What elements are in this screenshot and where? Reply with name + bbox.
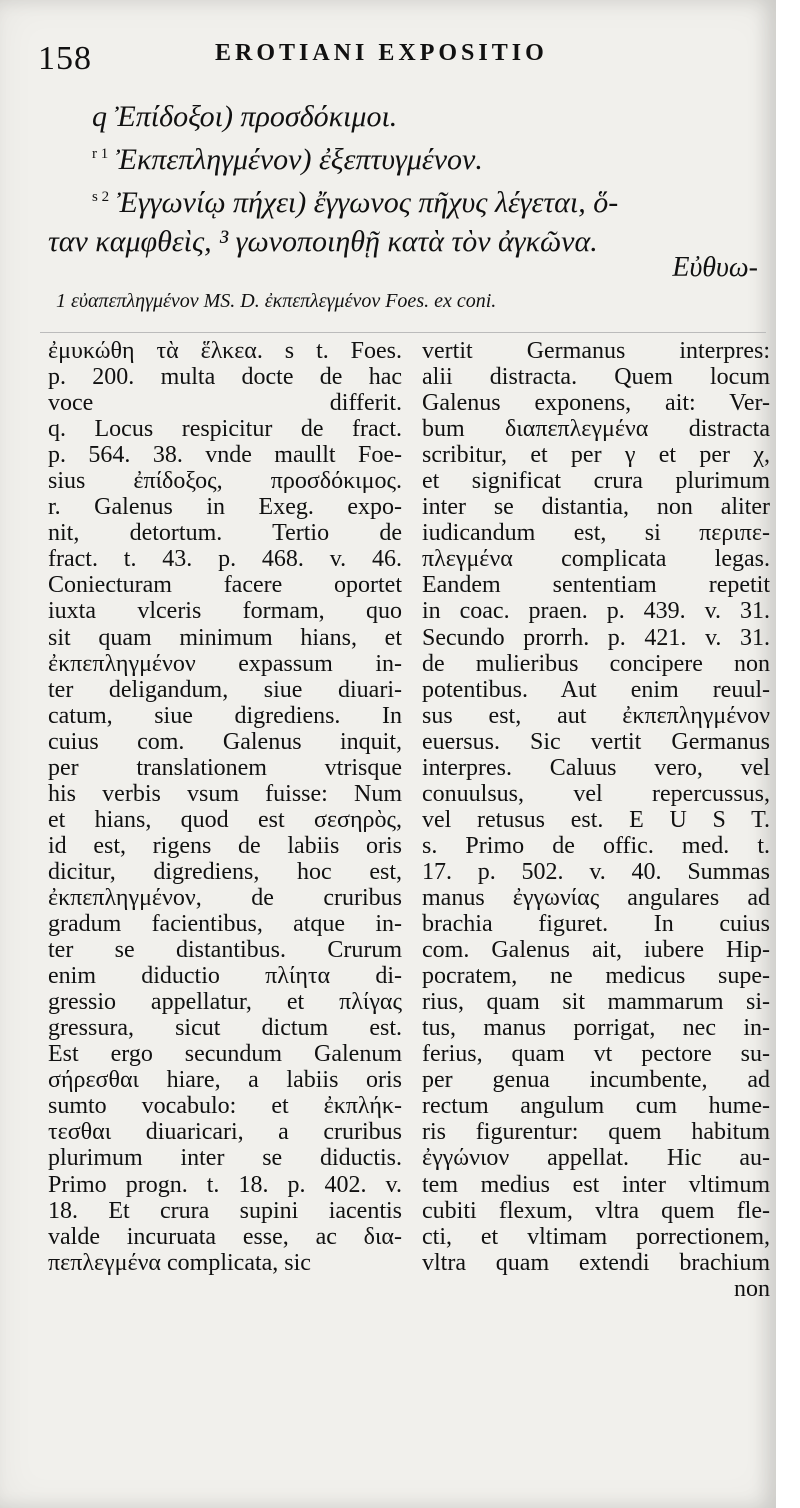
text-line: et hians, quod est σεσηρὸς, bbox=[48, 806, 402, 833]
text-line: voce differit. bbox=[48, 390, 402, 417]
text-line: ἐκπεπληγμένον expassum in- bbox=[48, 650, 402, 677]
text-line: iudicandum est, si περιπε- bbox=[422, 520, 770, 547]
text-line: cubiti flexum, vltra quem fle- bbox=[422, 1197, 770, 1224]
entry-marker: r 1 bbox=[92, 146, 109, 162]
left-column bbox=[48, 338, 402, 1276]
page-number: 158 bbox=[38, 40, 92, 77]
running-head: EROTIANI EXPOSITIO bbox=[215, 40, 548, 66]
text-line: id est, rigens de labiis oris bbox=[48, 832, 402, 859]
text-line: conuulsus, vel repercussus, bbox=[422, 780, 770, 807]
text-line: gressio appellatur, et πλίγας bbox=[48, 989, 402, 1016]
entry-line-1: q Ἐπίδοξοι) προσδόκιμοι. bbox=[92, 100, 398, 133]
textual-note: 1 εὐαπεπληγμένον MS. D. ἐκπεπλεγμένον Foes. ex coni. bbox=[56, 290, 497, 312]
text-line: ἐκπεπληγμένον, de cruribus bbox=[48, 884, 402, 911]
text-line: dicitur, digrediens, hoc est, bbox=[48, 858, 402, 885]
text-line: rius, quam sit mammarum si- bbox=[422, 989, 770, 1016]
text-line: Galenus exponens, ait: Ver- bbox=[422, 390, 770, 417]
text-line: vltra quam extendi brachium bbox=[422, 1249, 770, 1276]
text-line: Est ergo secundum Galenum bbox=[48, 1041, 402, 1068]
text-line: Coniecturam facere oportet bbox=[48, 572, 402, 599]
text-line: catum, siue digrediens. In bbox=[48, 702, 402, 729]
text-line: cti, et vltimam porrectionem, bbox=[422, 1223, 770, 1250]
entry-line-2 bbox=[92, 143, 483, 177]
text-line: gradum facientibus, atque in- bbox=[48, 911, 402, 938]
text-line: rectum angulum cum hume- bbox=[422, 1093, 770, 1120]
text-line: brachia figuret. In cuius bbox=[422, 911, 770, 938]
text-line: in coac. praen. p. 439. v. 31. bbox=[422, 598, 770, 625]
text-line: per translationem vtrisque bbox=[48, 754, 402, 781]
text-line: πλεγμένα complicata legas. bbox=[422, 546, 770, 573]
text-line: p. 200. multa docte de hac bbox=[48, 364, 402, 391]
text-line: sit quam minimum hians, et bbox=[48, 624, 402, 651]
entry-line-3 bbox=[92, 186, 618, 220]
text-line: 18. Et crura supini iacentis bbox=[48, 1197, 402, 1224]
text-line: ferius, quam vt pectore su- bbox=[422, 1041, 770, 1068]
text-line: scribitur, et per γ et per χ, bbox=[422, 442, 770, 469]
text-line: ter se distantibus. Crurum bbox=[48, 937, 402, 964]
text-line: non bbox=[734, 1275, 770, 1302]
text-line: nit, detortum. Tertio de bbox=[48, 520, 402, 547]
text-line: Primo progn. t. 18. p. 402. v. bbox=[48, 1171, 402, 1198]
text-line: valde incuruata esse, ac δια- bbox=[48, 1223, 402, 1250]
text-line: σήρεσθαι hiare, a labiis oris bbox=[48, 1067, 402, 1094]
entry-marker: s 2 bbox=[92, 189, 110, 205]
text-line: sumto vocabulo: et ἐκπλήκ- bbox=[48, 1093, 402, 1120]
entry-line-4: ταν καμφθεὶς, ³ γωνοποιηθῇ κατὰ τὸν ἀγκῶνα. bbox=[48, 225, 598, 258]
text-line: fract. t. 43. p. 468. v. 46. bbox=[48, 546, 402, 573]
text-line: r. Galenus in Exeg. expo- bbox=[48, 494, 402, 521]
text-line: p. 564. 38. vnde maullt Foe- bbox=[48, 442, 402, 469]
text-line: q. Locus respicitur de fract. bbox=[48, 416, 402, 443]
text-line: euersus. Sic vertit Germanus bbox=[422, 728, 770, 755]
entry-text: Ἐγγωνίῳ πήχει) ἔγγωνος πῆχυς λέγεται, ὅ- bbox=[116, 186, 619, 219]
right-column bbox=[422, 338, 770, 1302]
text-line: cuius com. Galenus inquit, bbox=[48, 728, 402, 755]
text-line: his verbis vsum fuisse: Num bbox=[48, 780, 402, 807]
text-line: tem medius est inter vltimum bbox=[422, 1171, 770, 1198]
text-line: Eandem sententiam repetit bbox=[422, 572, 770, 599]
text-line: potentibus. Aut enim reuul- bbox=[422, 676, 770, 703]
text-line: et significat crura plurimum bbox=[422, 468, 770, 495]
text-line: τεσθαι diuaricari, a cruribus bbox=[48, 1119, 402, 1146]
text-line: vertit Germanus interpres: bbox=[422, 338, 770, 364]
text-line: bum διαπεπλεγμένα distracta bbox=[422, 416, 770, 443]
text-line: de mulieribus concipere non bbox=[422, 650, 770, 677]
text-line: sius ἐπίδοξος, προσδόκιμος. bbox=[48, 468, 402, 495]
text-line: 17. p. 502. v. 40. Summas bbox=[422, 858, 770, 885]
text-line: ris figurentur: quem habitum bbox=[422, 1119, 770, 1146]
text-line: inter se distantia, non aliter bbox=[422, 494, 770, 521]
text-line: alii distracta. Quem locum bbox=[422, 364, 770, 391]
text-line: interpres. Caluus vero, vel bbox=[422, 754, 770, 781]
catchword: Εὐθυω- bbox=[672, 252, 758, 283]
text-line: pocratem, ne medicus supe- bbox=[422, 963, 770, 990]
text-line: iuxta vlceris formam, quo bbox=[48, 598, 402, 625]
text-line: tus, manus porrigat, nec in- bbox=[422, 1015, 770, 1042]
text-line: ter deligandum, siue diuari- bbox=[48, 676, 402, 703]
text-line: ἐγγώνιον appellat. Hic au- bbox=[422, 1145, 770, 1172]
text-line: s. Primo de offic. med. t. bbox=[422, 832, 770, 859]
divider bbox=[40, 332, 766, 333]
text-line: sus est, aut ἐκπεπληγμένον bbox=[422, 702, 770, 729]
text-line: πεπλεγμένα complicata, sic bbox=[48, 1249, 311, 1276]
text-line: enim diductio πλίητα di- bbox=[48, 963, 402, 990]
text-line: gressura, sicut dictum est. bbox=[48, 1015, 402, 1042]
text-line: vel retusus est. E U S T. bbox=[422, 806, 770, 833]
text-line: Secundo prorrh. p. 421. v. 31. bbox=[422, 624, 770, 651]
text-line: per genua incumbente, ad bbox=[422, 1067, 770, 1094]
text-line: ἐμυκώθη τὰ ἕλκεα. s t. Foes. bbox=[48, 338, 402, 364]
text-line: manus ἐγγωνίας angulares ad bbox=[422, 884, 770, 911]
text-line: com. Galenus ait, iubere Hip- bbox=[422, 937, 770, 964]
text-line: plurimum inter se diductis. bbox=[48, 1145, 402, 1172]
entry-text: Ἐκπεπληγμένον) ἐξεπτυγμένον. bbox=[115, 143, 483, 176]
